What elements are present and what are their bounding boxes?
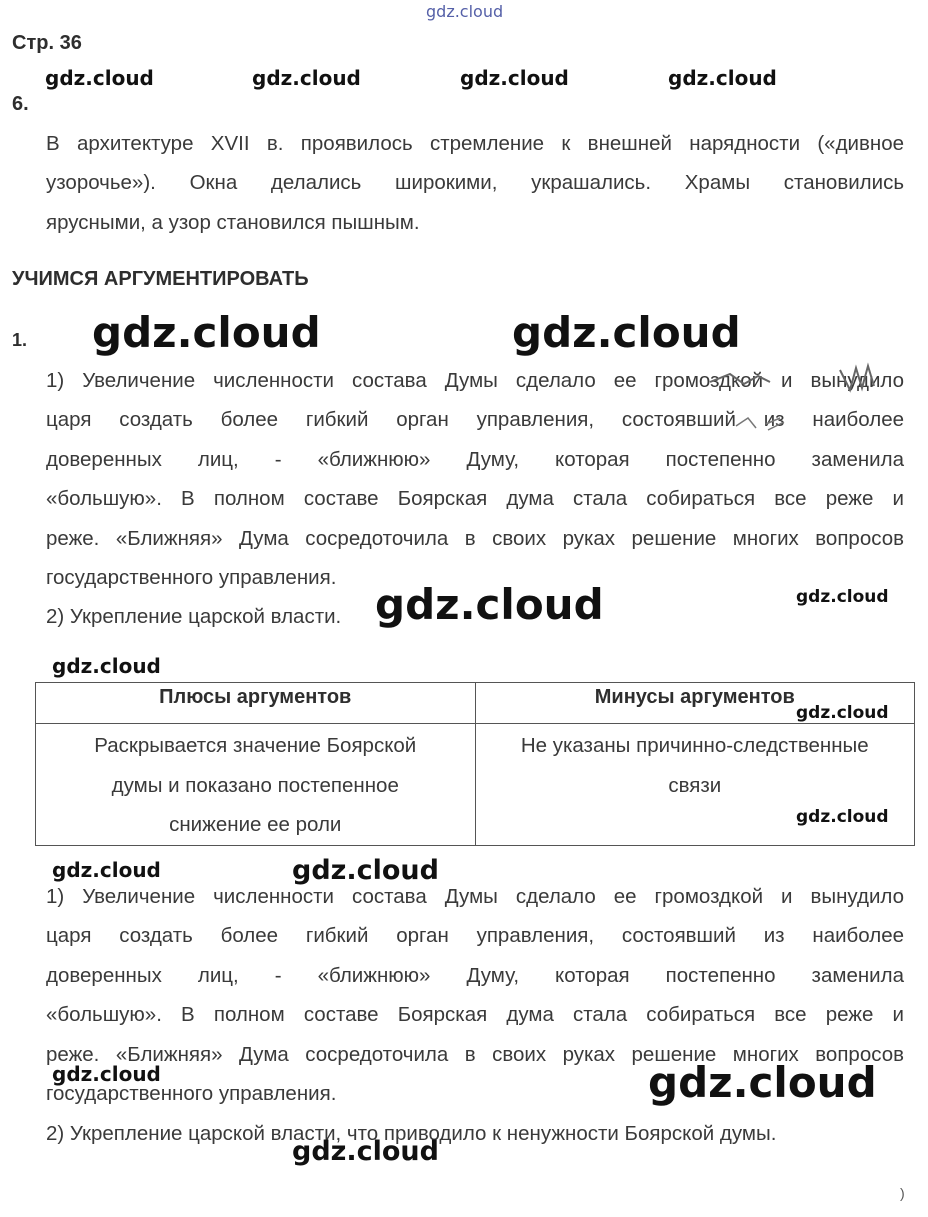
watermark: gdz.cloud	[292, 855, 439, 886]
cell-line: Не указаны причинно-следственные	[520, 734, 869, 757]
cell-line: Раскрывается значение Боярской	[94, 734, 417, 757]
watermark: gdz.cloud	[52, 1062, 161, 1086]
text-line: «большую». В полном составе Боярская дума стала собираться все реже и	[46, 1003, 904, 1027]
text-line: реже. «Ближняя» Дума сосредоточила в своих руках решение многих вопросов	[46, 1042, 904, 1066]
task-number-1: 1.	[12, 330, 28, 350]
text-line: ярусными, а узор становился пышным.	[46, 210, 420, 234]
page-label: Стр. 36	[12, 32, 82, 54]
text-line: реже. «Ближняя» Дума сосредоточила в своих руках решение многих вопросов	[46, 526, 904, 550]
watermark: gdz.cloud	[796, 587, 889, 607]
table-row	[36, 724, 915, 846]
watermark: gdz.cloud	[796, 703, 889, 723]
cell-line: связи	[668, 773, 722, 797]
watermark: gdz.cloud	[52, 654, 161, 678]
watermark: gdz.cloud	[512, 308, 741, 357]
scribble-mark	[700, 360, 890, 440]
answer2-point2: 2) Укрепление царской власти, что приводило к ненужности Боярской думы.	[46, 1122, 777, 1145]
text-line: государственного управления.	[46, 1081, 337, 1105]
cons-cell	[475, 724, 915, 846]
text-line: царя создать более гибкий орган управления, состоявший из наиболее	[46, 408, 904, 432]
text-line: доверенных лиц, - «ближнюю» Думу, которая постепенно заменила	[46, 447, 904, 471]
watermark-top: gdz.cloud	[426, 2, 504, 21]
text-line: В архитектуре XVII в. проявилось стремление к внешней нарядности («дивное	[46, 132, 904, 155]
pros-cell	[36, 724, 476, 846]
header-pros: Плюсы аргументов	[36, 683, 476, 724]
cell-line: думы и показано постепенное	[111, 773, 399, 797]
section-heading: УЧИМСЯ АРГУМЕНТИРОВАТЬ	[12, 268, 309, 290]
text-line: государственного управления.	[46, 565, 337, 589]
text-line: 1) Увеличение численности состава Думы сделало ее громоздкой и вынудило	[46, 885, 904, 908]
watermark: gdz.cloud	[92, 308, 321, 357]
watermark: gdz.cloud	[375, 580, 604, 629]
table-header-row	[36, 683, 915, 724]
arguments-table	[35, 682, 915, 846]
task-number-6: 6.	[12, 93, 29, 115]
task6-answer	[46, 124, 904, 242]
watermark: gdz.cloud	[460, 66, 569, 90]
watermark: gdz.cloud	[52, 858, 161, 882]
watermark: gdz.cloud	[292, 1136, 439, 1167]
corner-mark: )	[900, 1185, 905, 1201]
watermark: gdz.cloud	[252, 66, 361, 90]
watermark: gdz.cloud	[45, 66, 154, 90]
header-cons: Минусы аргументов	[475, 683, 915, 724]
text-line: доверенных лиц, - «ближнюю» Думу, которая постепенно заменила	[46, 963, 904, 987]
watermark: gdz.cloud	[648, 1058, 877, 1107]
text-line: 1) Увеличение численности состава Думы сделало ее громоздкой и вынудило	[46, 369, 904, 392]
watermark: gdz.cloud	[668, 66, 777, 90]
text-line: «большую». В полном составе Боярская дума стала собираться все реже и	[46, 487, 904, 511]
answer1-point2: 2) Укрепление царской власти.	[46, 605, 342, 628]
text-line: царя создать более гибкий орган управления, состоявший из наиболее	[46, 924, 904, 948]
text-line: узорочье»). Окна делались широкими, украшались. Храмы становились	[46, 171, 904, 195]
watermark: gdz.cloud	[796, 807, 889, 827]
cell-line: снижение ее роли	[169, 813, 342, 836]
